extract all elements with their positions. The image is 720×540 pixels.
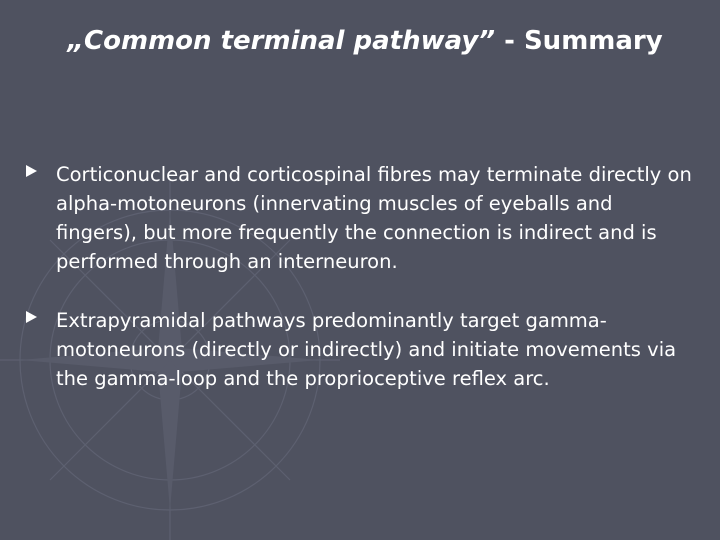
right-triangle-icon xyxy=(26,165,37,177)
title-regular-text: - Summary xyxy=(495,26,663,56)
bullet-text: Corticonuclear and corticospinal fibres may terminate directly on alpha-motoneurons (innervating muscles of eyeballs and fingers), but more frequently the connection is indirect and is performed through an interneuron. xyxy=(56,163,692,273)
right-triangle-icon xyxy=(26,311,37,323)
bullet-item xyxy=(56,160,696,276)
bullet-text: Extrapyramidal pathways predominantly target gamma-motoneurons (directly or indirectly) and initiate movements via the gamma-loop and the proprioceptive reflex arc. xyxy=(56,309,677,390)
title-italic-text: „Common terminal pathway” xyxy=(67,26,496,56)
bullet-list xyxy=(56,160,696,393)
bullet-item xyxy=(56,306,696,393)
slide-title xyxy=(30,26,700,56)
